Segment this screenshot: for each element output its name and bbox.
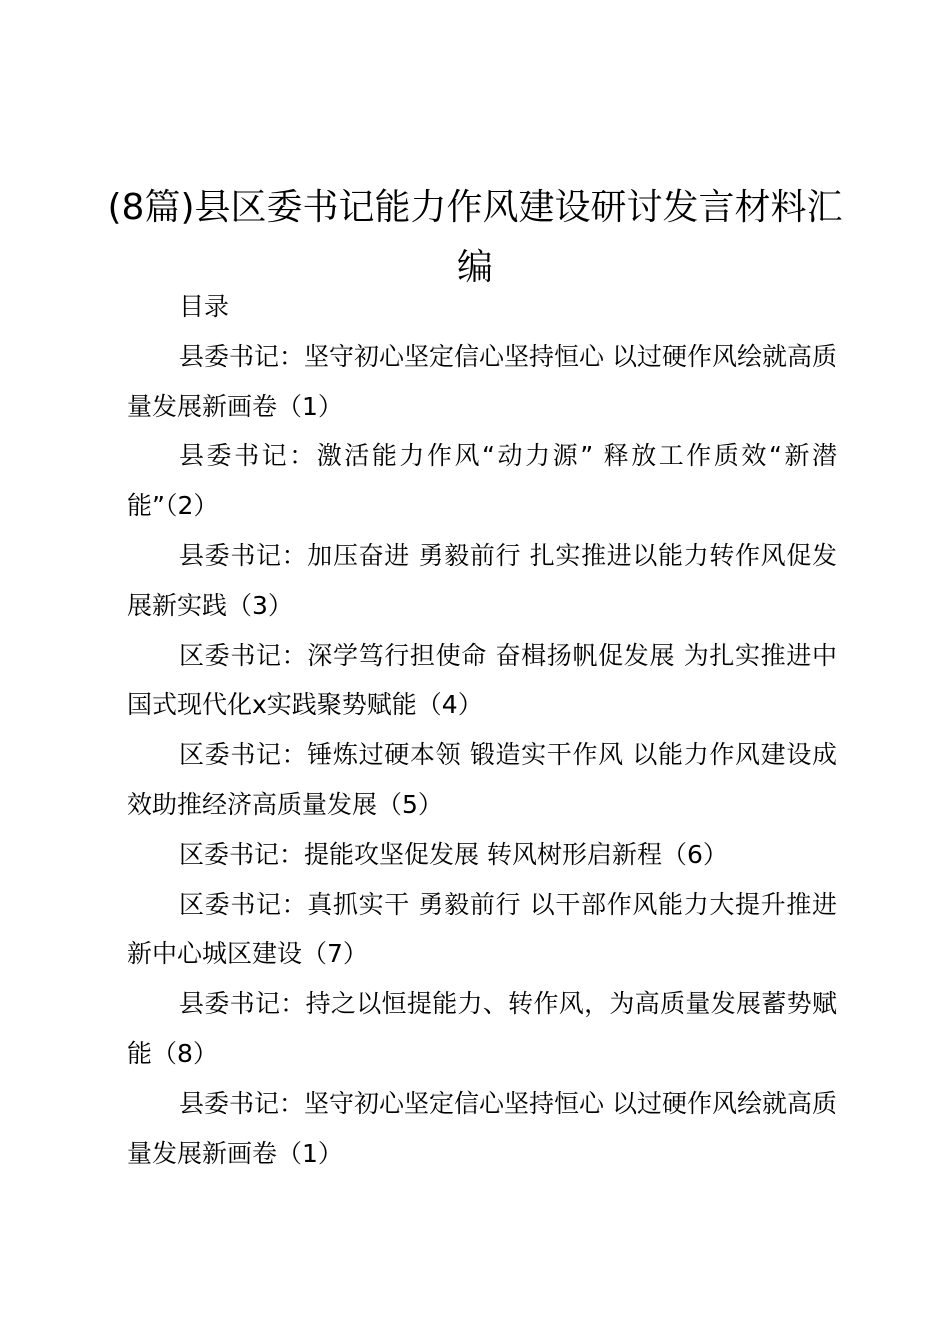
toc-item-2: 县委书记：激活能力作风“动力源” 释放工作质效“新潜能”（2） [127, 441, 837, 521]
toc-item-4: 区委书记：深学笃行担使命 奋楫扬帆促发展 为扎实推进中国式现代化x实践聚势赋能（4） [127, 640, 837, 720]
article-heading: 县委书记：坚守初心坚定信心坚持恒心 以过硬作风绘就高质量发展新画卷（1） [127, 1088, 837, 1168]
toc-heading: 目录 [179, 292, 230, 321]
document-title: (8篇)县区委书记能力作风建设研讨发言材料汇编 [107, 187, 843, 288]
toc-item-7: 区委书记：真抓实干 勇毅前行 以干部作风能力大提升推进新中心城区建设（7） [127, 889, 837, 969]
document-body [127, 282, 837, 1178]
toc-item-1: 县委书记：坚守初心坚定信心坚持恒心 以过硬作风绘就高质量发展新画卷（1） [127, 341, 837, 421]
toc-item-6: 区委书记：提能攻坚促发展 转风树形启新程（6） [179, 839, 728, 869]
toc-item-5: 区委书记：锤炼过硬本领 锻造实干作风 以能力作风建设成效助推经济高质量发展（5） [127, 740, 837, 819]
toc-item-3: 县委书记：加压奋进 勇毅前行 扎实推进以能力转作风促发展新实践（3） [127, 540, 837, 620]
toc-item-8: 县委书记：持之以恒提能力、转作风，为高质量发展蓄势赋能（8） [127, 989, 837, 1068]
